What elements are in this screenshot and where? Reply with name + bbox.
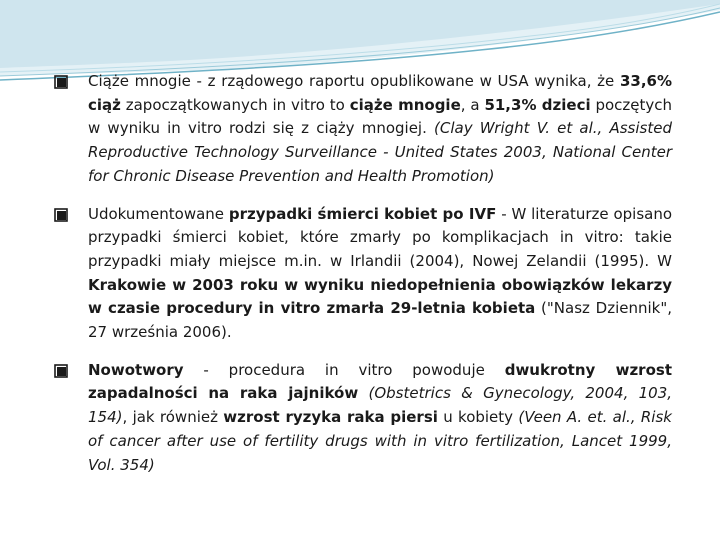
text-segment-normal: Ciąże mnogie - z rządowego raportu opublikowane w USA wynika, że (88, 72, 620, 90)
text-segment-normal: poczętych w wyniku in vitro rodzi się z ciąży mnogiej. (88, 95, 673, 138)
text-segment-bold: Krakowie w 2003 roku w wyniku niedopełnienia obowiązków lekarzy w czasie procedury in vitro zmarła 29-letnia kobieta (88, 275, 672, 318)
text-segment-bold: dwukrotny wzrost zapadalności na raka jajników (88, 360, 672, 403)
text-segment-bold: 33,6% ciąż (88, 72, 672, 114)
bullet-text (88, 70, 672, 189)
checkbox-bullet-icon (54, 364, 68, 378)
text-segment-normal: - procedura in vitro powoduje (183, 360, 505, 379)
text-segment-bold: ciąże mnogie (349, 95, 461, 114)
text-segment-normal: , jak również (122, 408, 224, 427)
checkbox-bullet-icon (54, 75, 68, 89)
checkbox-bullet-icon (54, 208, 68, 222)
bullet-text (88, 359, 672, 478)
text-segment-normal (358, 384, 368, 402)
bullet-list (50, 70, 672, 491)
text-segment-normal: Udokumentowane (88, 204, 229, 223)
bullet-item-cancer-risk (50, 359, 672, 478)
text-segment-normal: - W literaturze opisano przypadki śmierci kobiet, które zmarły po komplikacjach in vitro: takie przypadki miały miejsce m.in. w Irlandii (2004), Nowej Zelandii (1995). W (88, 204, 673, 270)
bullet-text (88, 203, 672, 345)
text-segment-normal: zapoczątkowanych in vitro to (120, 95, 350, 114)
text-segment-italic: (Veen A. et. al., Risk of cancer after use of fertility drugs with in vitro fertilization, Lancet 1999, Vol. 354) (88, 408, 672, 474)
text-segment-bold: 51,3% dzieci (484, 95, 591, 114)
text-segment-bold: przypadki śmierci kobiet po IVF (228, 204, 497, 223)
bullet-item-deaths-after-ivf (50, 203, 672, 345)
text-segment-italic: (Obstetrics & Gynecology, 2004, 103, 154) (88, 384, 672, 427)
text-segment-normal: , a (460, 95, 485, 114)
bullet-item-multiple-pregnancies (50, 70, 672, 189)
text-segment-normal: u kobiety (437, 408, 519, 427)
text-segment-bold: wzrost ryzyka raka piersi (223, 408, 438, 427)
text-segment-normal: ("Nasz Dziennik", 27 września 2006). (88, 299, 672, 342)
text-segment-bold: Nowotwory (88, 360, 184, 379)
text-segment-italic: (Clay Wright V. et al., Assisted Reproductive Technology Surveillance - United States 2003, National Center for Chronic Disease Prevention and Health Promotion) (88, 119, 672, 185)
